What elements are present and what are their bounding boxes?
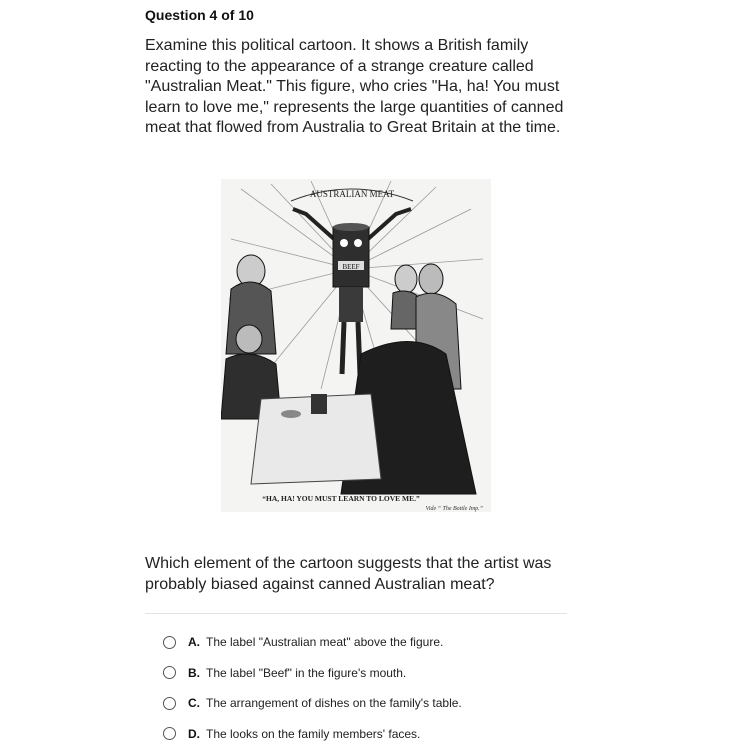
divider bbox=[145, 613, 567, 614]
question-counter: Question 4 of 10 bbox=[145, 7, 254, 23]
choice-c[interactable] bbox=[163, 688, 583, 719]
meat-can bbox=[333, 227, 369, 287]
choice-a[interactable] bbox=[163, 627, 583, 658]
teapot bbox=[311, 394, 327, 414]
choice-letter: B. bbox=[188, 665, 200, 680]
choice-b[interactable] bbox=[163, 658, 583, 689]
figure-torso bbox=[339, 287, 363, 322]
choice-text: The looks on the family members' faces. bbox=[206, 726, 421, 741]
choice-text: The label "Australian meat" above the figure. bbox=[206, 635, 444, 650]
radio-button[interactable] bbox=[163, 697, 176, 710]
cartoon-caption: “HA, HA! YOU MUST LEARN TO LOVE ME.” bbox=[262, 494, 420, 503]
choice-d[interactable] bbox=[163, 719, 583, 750]
can-lid bbox=[333, 223, 369, 231]
radio-button[interactable] bbox=[163, 666, 176, 679]
can-eye-left bbox=[340, 239, 348, 247]
answer-choices bbox=[163, 627, 583, 749]
can-eye-right bbox=[354, 239, 362, 247]
cartoon-illustration bbox=[221, 179, 491, 512]
question-prompt: Examine this political cartoon. It shows a British family reacting to the appearance of a strange creature called "Australian Meat." This figure, who cries "Ha, ha! You must learn to love me," represents the large quantities of canned meat that flowed from Australia to Great Britain at the time. bbox=[145, 37, 564, 137]
choice-letter: C. bbox=[188, 696, 200, 711]
cartoon-credit: Vide “ The Bottle Imp.” bbox=[425, 506, 483, 512]
political-cartoon bbox=[221, 179, 491, 512]
choice-text: The arrangement of dishes on the family's table. bbox=[206, 696, 462, 711]
choice-letter: D. bbox=[188, 726, 200, 741]
can-label: BEEF bbox=[342, 263, 360, 271]
radio-button[interactable] bbox=[163, 727, 176, 740]
question-text: Which element of the cartoon suggests that the artist was probably biased against canned Australian meat? bbox=[145, 555, 552, 593]
choice-text: The label "Beef" in the figure's mouth. bbox=[206, 665, 407, 680]
dish bbox=[281, 410, 301, 418]
radio-button[interactable] bbox=[163, 636, 176, 649]
cartoon-banner: AUSTRALIAN MEAT bbox=[309, 189, 395, 199]
choice-letter: A. bbox=[188, 635, 200, 650]
